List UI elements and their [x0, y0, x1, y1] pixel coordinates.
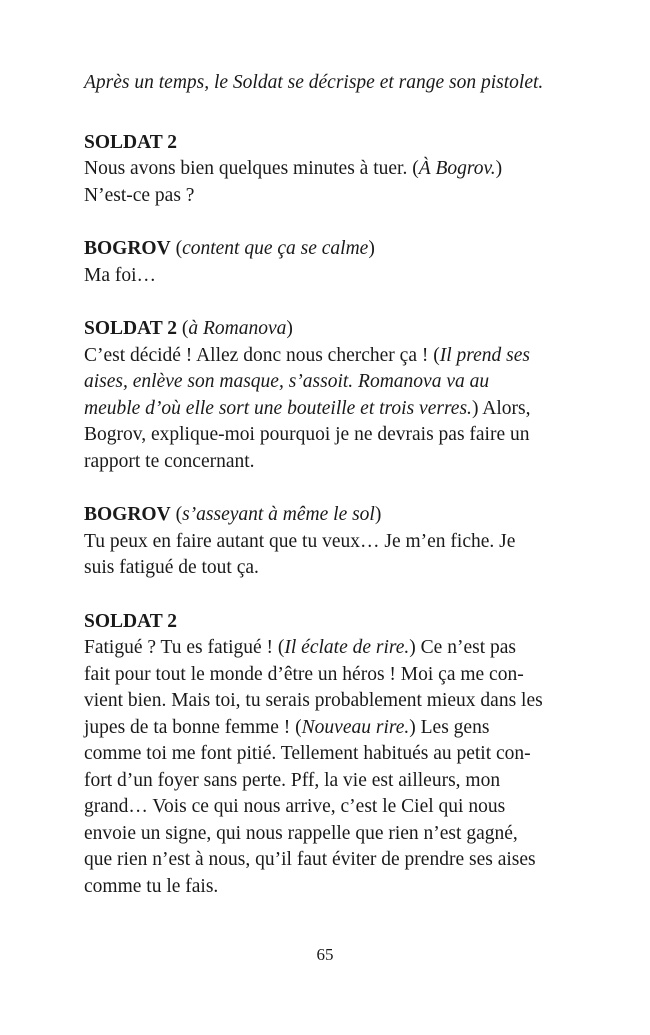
dialogue-text: ) Alors,	[471, 397, 531, 419]
stage-aside: meuble d’où elle sort une bouteille et trois verres.	[84, 397, 472, 419]
stage-aside: aises, enlève son masque, s’assoit. Romanova va au	[84, 371, 490, 392]
speech-line: fait pour tout le monde d’être un héros ! Moi ça me con-	[84, 663, 524, 685]
stage-aside: À Bogrov.	[418, 158, 496, 179]
speaker-note: content que ça se calme	[182, 238, 369, 259]
speech-line: N’est-ce pas ?	[84, 184, 195, 206]
speech-line: grand… Vois ce qui nous arrive, c’est le Ciel qui nous	[84, 796, 506, 817]
dialogue-text: ) Les gens	[409, 716, 490, 738]
speech-line: rapport te concernant.	[84, 450, 255, 472]
dialogue-text: jupes de ta bonne femme ! (	[84, 716, 302, 738]
dialogue-text: C’est décidé ! Allez donc nous chercher ça ! (	[84, 344, 440, 366]
speaker-heading: BOGROV (s’asseyant à même le sol)	[84, 504, 382, 525]
speech-soldat2-1	[84, 130, 566, 210]
stage-direction: Après un temps, le Soldat se décrispe et range son pistolet.	[84, 72, 544, 93]
speech-line: comme toi me font pitié. Tellement habitués au petit con-	[84, 743, 531, 764]
speech-line	[84, 635, 566, 662]
stage-aside: Il éclate de rire.	[284, 637, 410, 658]
dialogue-text: )	[495, 158, 503, 179]
speaker-name: SOLDAT 2	[84, 610, 178, 632]
dialogue-text: Fatigué ? Tu es fatigué ! (	[84, 637, 285, 658]
speaker-name: BOGROV	[84, 504, 171, 525]
page-number: 65	[316, 945, 334, 964]
speaker-note: s’asseyant à même le sol	[182, 504, 375, 525]
speech-line	[84, 156, 566, 183]
speech-bogrov-2	[84, 502, 566, 582]
speech-line: comme tu le fais.	[84, 875, 219, 897]
speaker-name: SOLDAT 2	[84, 131, 178, 153]
speech-line: que rien n’est à nous, qu’il faut éviter de prendre ses aises	[84, 849, 536, 870]
speech-line	[84, 343, 566, 370]
speaker-heading: SOLDAT 2 (à Romanova)	[84, 318, 293, 339]
speaker-name: BOGROV	[84, 238, 171, 259]
speaker-heading	[84, 609, 566, 636]
speech-soldat2-3	[84, 609, 566, 901]
speech-line: envoie un signe, qui nous rappelle que rien n’est gagné,	[84, 822, 518, 844]
speaker-heading	[84, 130, 566, 157]
stage-aside: Il prend ses	[439, 344, 530, 366]
speech-line	[84, 396, 566, 423]
speaker-heading: BOGROV (content que ça se calme)	[84, 238, 375, 259]
speech-line: Ma foi…	[84, 264, 157, 286]
page-body	[84, 70, 566, 927]
dialogue-text: ) Ce n’est pas	[409, 637, 516, 658]
speech-soldat2-2	[84, 316, 566, 475]
speaker-note: à Romanova	[188, 318, 287, 339]
speech-line: suis fatigué de tout ça.	[84, 557, 259, 578]
speech-bogrov-1	[84, 236, 566, 289]
speech-line: fort d’un foyer sans perte. Pff, la vie est ailleurs, mon	[84, 769, 501, 791]
stage-aside: Nouveau rire.	[301, 716, 410, 738]
speech-line: Bogrov, explique-moi pourquoi je ne devrais pas faire un	[84, 424, 530, 445]
speech-line: Tu peux en faire autant que tu veux… Je m’en fiche. Je	[84, 530, 516, 552]
speech-line	[84, 715, 566, 742]
speech-line: vient bien. Mais toi, tu serais probablement mieux dans les	[84, 690, 543, 711]
dialogue-text: Nous avons bien quelques minutes à tuer. (	[84, 158, 419, 179]
speech-line	[84, 369, 566, 396]
speaker-name: SOLDAT 2	[84, 318, 178, 339]
